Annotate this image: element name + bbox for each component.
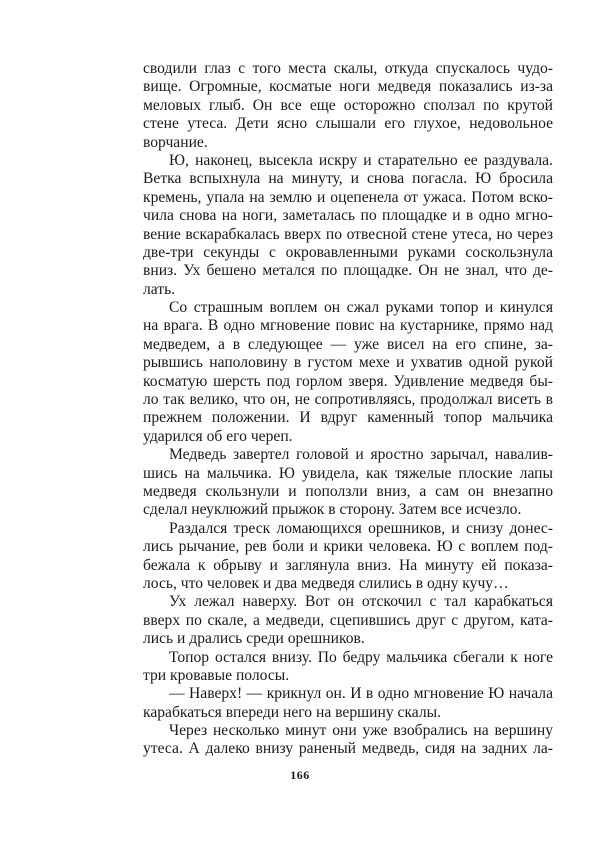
text-line: ударился об его череп. <box>143 427 293 445</box>
text-line: две-три секунды с окровавленными руками соскользнула <box>143 243 553 261</box>
text-line: три кровавые полосы. <box>143 666 290 684</box>
paragraph <box>143 299 553 446</box>
text-line: сделал неуклюжий прыжок в сторону. Затем все исчезло. <box>143 501 522 519</box>
text-line: вниз. Ух бешено метался по площадке. Он не знал, что де- <box>143 262 553 280</box>
paragraph <box>143 60 553 152</box>
text-line: лось, что человек и два медведя слились в одну кучу… <box>143 574 509 592</box>
text-line: Через несколько минут они уже взобрались на вершину <box>169 722 553 740</box>
text-line: медведя скользнули и поползли вниз, а сам он внезапно <box>143 482 553 500</box>
text-line: сводили глаз с того места скалы, откуда спускалось чудо- <box>143 60 553 77</box>
text-line: Ветка вспыхнула на минуту, и снова погасла. Ю бросила <box>143 170 553 188</box>
text-line: косматую шерсть под горлом зверя. Удивление медведя бы- <box>143 372 553 390</box>
text-line: Ух лежал наверху. Вот он отскочил с тал карабкаться <box>169 593 553 611</box>
body-text <box>143 60 553 759</box>
text-line: вение вскарабкалась вверх по отвесной стене утеса, но через <box>143 225 553 243</box>
text-line: бежала к обрыву и заглянула вниз. На минуту ей показа- <box>143 556 553 574</box>
text-line: Ю, наконец, высекла искру и старательно ее раздувала. <box>169 151 553 169</box>
text-line: Медведь завертел головой и яростно зарычал, навалив- <box>169 446 553 464</box>
page-number: 166 <box>290 768 310 782</box>
paragraph <box>143 446 553 520</box>
text-line: чила снова на ноги, заметалась по площадке и в одно мгно- <box>143 207 553 225</box>
text-line: — Наверх! — крикнул он. И в одно мгновение Ю начала <box>169 685 553 703</box>
text-line: Со страшным воплем он сжал руками топор и кинулся <box>169 299 553 317</box>
text-line: вище. Огромные, косматые ноги медведя показались из-за <box>143 78 553 96</box>
text-line: вверх по скале, а медведи, сцепившись друг с другом, ката- <box>143 611 553 629</box>
paragraph <box>143 593 553 648</box>
text-line: шись на мальчика. Ю увидела, как тяжелые плоские лапы <box>143 464 553 482</box>
text-line: кремень, упала на землю и оцепенела от ужаса. Потом вско- <box>143 188 553 206</box>
text-line: стене утеса. Дети ясно слышали его глухое, недовольное <box>143 115 553 133</box>
paragraph <box>143 520 553 594</box>
text-line: лись и дрались среди орешников. <box>143 630 365 648</box>
text-line: меловых глыб. Он все еще осторожно сползал по крутой <box>143 96 553 114</box>
text-line: карабкаться впереди него на вершину скалы. <box>143 703 442 721</box>
text-line: Раздался треск ломающихся орешников, и снизу донес- <box>169 519 553 537</box>
paragraph <box>143 152 553 299</box>
text-line: ло так велико, что он, не сопротивляясь, продолжал висеть в <box>143 391 553 409</box>
paragraph <box>143 649 553 686</box>
text-line: Топор остался внизу. По бедру мальчика сбегали к ноге <box>169 648 553 666</box>
paragraph <box>143 722 553 759</box>
text-line: прежнем положении. И вдруг каменный топор мальчика <box>143 409 553 427</box>
paragraph <box>143 685 553 722</box>
text-line: медведем, а в следующее — уже висел на его спине, за- <box>143 335 553 353</box>
text-line: на врага. В одно мгновение повис на кустарнике, прямо над <box>143 317 553 335</box>
text-line: лать. <box>143 280 176 298</box>
text-line: лись рычание, рев боли и крики человека. Ю с воплем под- <box>143 538 553 556</box>
text-line: ворчание. <box>143 133 208 151</box>
text-line: утеса. А далеко внизу раненый медведь, сидя на задних ла- <box>143 740 553 758</box>
text-line: рывшись наполовину в густом мехе и ухватив одной рукой <box>143 354 553 372</box>
